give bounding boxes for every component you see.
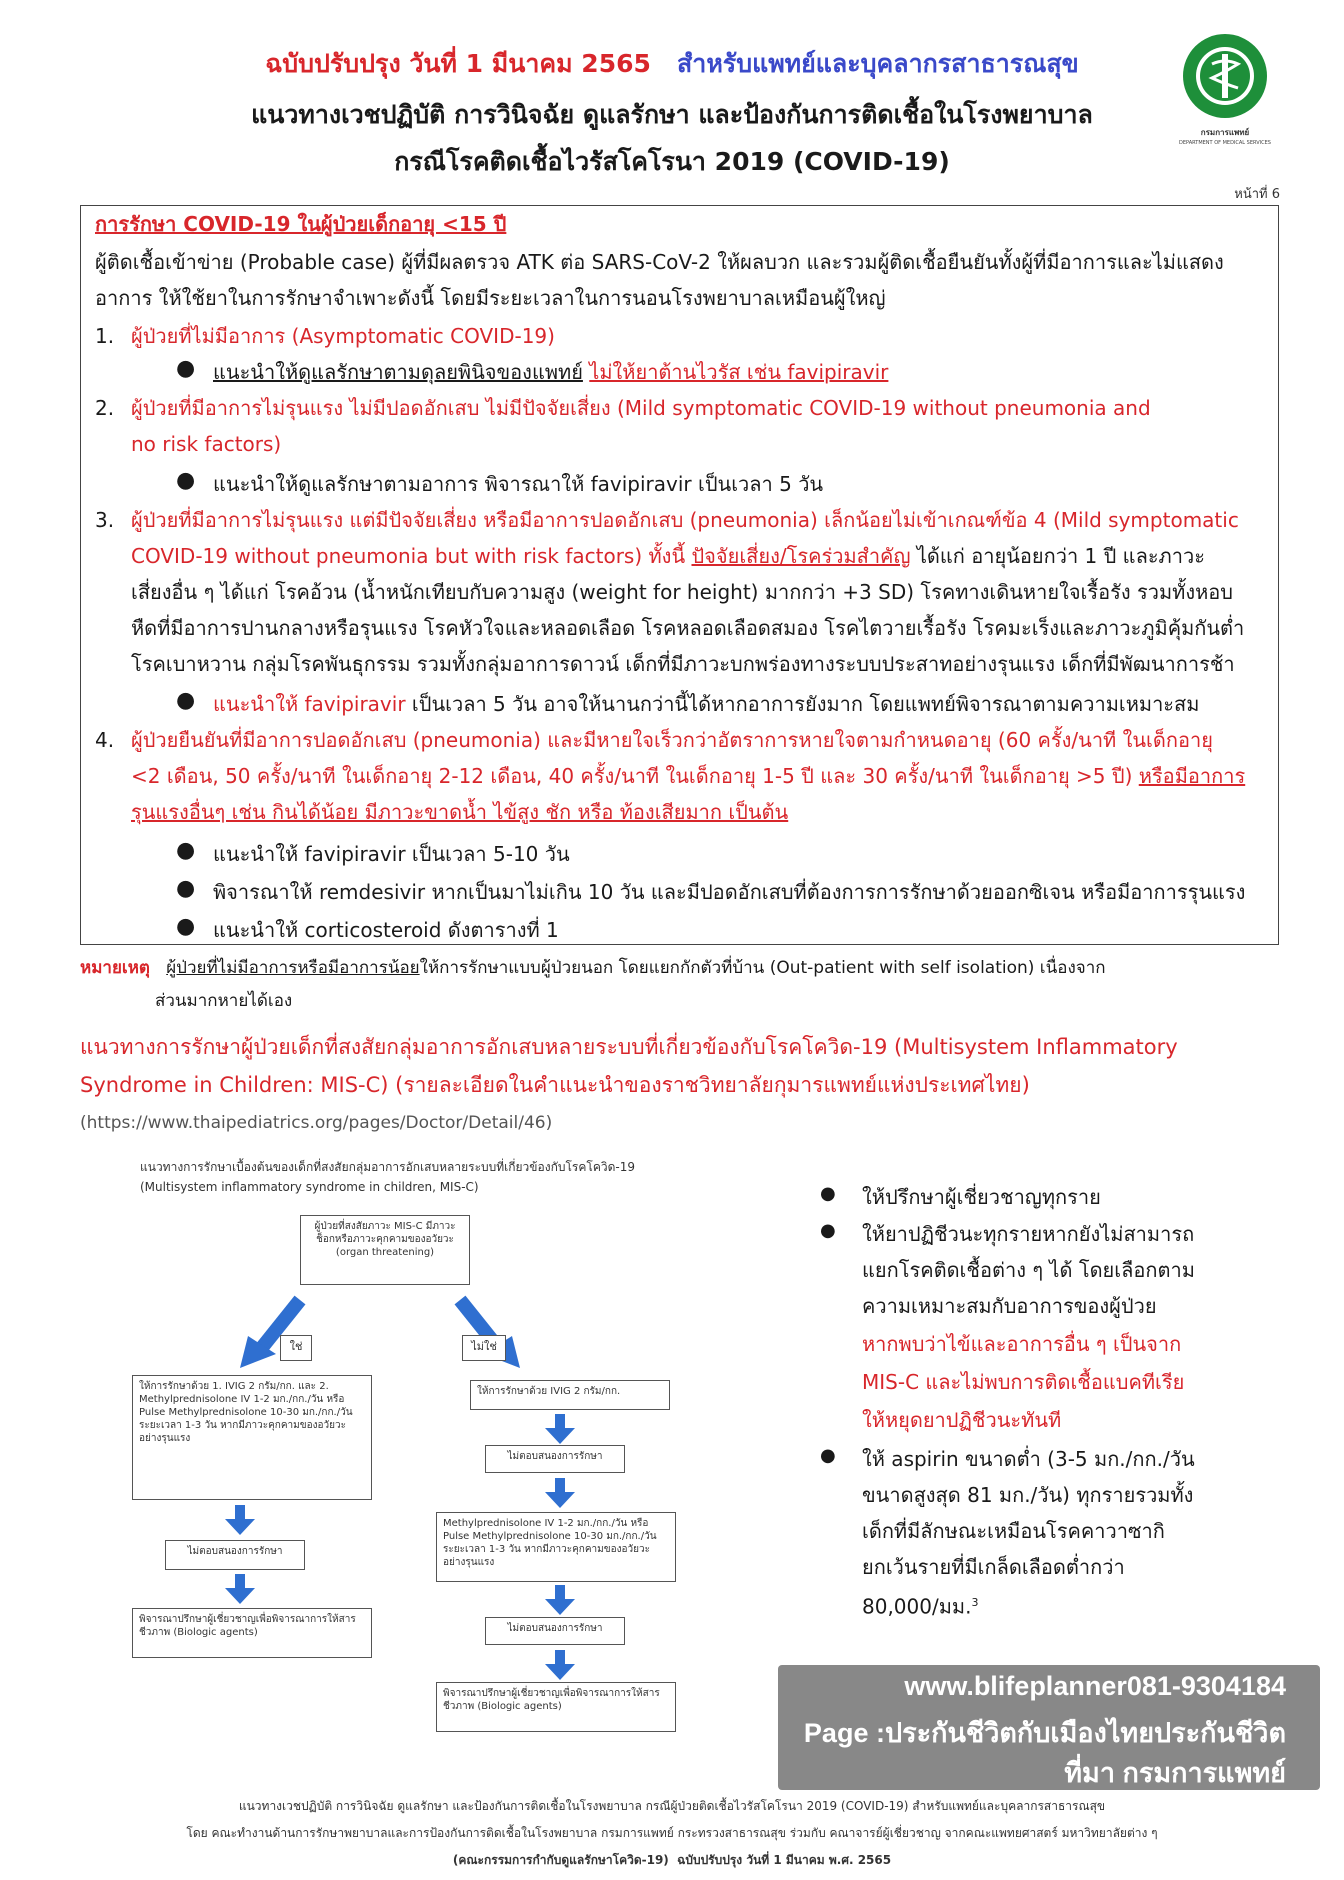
note-line-1: หมายเหตุ ผู้ป่วยที่ไม่มีอาการหรือมีอาการน้อยให้การรักษาแบบผู้ป่วยนอก โดยแยกกักตัวที่บ้าน (Out-patient with self isolation) เนื่องจาก bbox=[80, 958, 1106, 978]
right-arrow-4 bbox=[545, 1650, 575, 1684]
misc-heading-line-1: แนวทางการรักษาผู้ป่วยเด็กที่สงสัยกลุ่มอาการอักเสบหลายระบบที่เกี่ยวข้องกับโรคโควิด-19 (Multisystem Inflammatory bbox=[80, 1035, 1178, 1059]
left-treatment-box: ให้การรักษาด้วย 1. IVIG 2 กรัม/กก. และ 2. Methylprednisolone IV 1-2 มก./กก./วัน หรือ Pulse Methylprednisolone 10-30 มก./กก./วัน ระยะเวลา 1-3 วัน หากมีภาวะคุกคามของอวัยวะอย่างรุนแรง bbox=[132, 1375, 372, 1500]
item-1-number: 1. bbox=[95, 324, 115, 348]
left-no-response-box: ไม่ตอบสนองการรักษา bbox=[165, 1540, 305, 1570]
item-3-line-5: โรคเบาหวาน กลุ่มโรคพันธุกรรม รวมทั้งกลุ่มอาการดาวน์ เด็กที่มีภาวะบกพร่องทางระบบประสาทอย่างรุนแรง เด็กที่มีพัฒนาการช้า bbox=[131, 652, 1235, 676]
note-line-2: ส่วนมากหายได้เอง bbox=[155, 991, 293, 1011]
edition-date: ฉบับปรับปรุง วันที่ 1 มีนาคม 2565 bbox=[265, 49, 651, 78]
side-bullet-2-line-3: ความเหมาะสมกับอาการของผู้ป่วย bbox=[862, 1294, 1157, 1318]
watermark-line-2: Page :ประกันชีวิตกับเมืองไทยประกันชีวิต bbox=[803, 1718, 1286, 1748]
edition-line bbox=[0, 44, 1344, 84]
right-biologic-box: พิจารณาปรึกษาผู้เชี่ยวชาญเพื่อพิจารณาการให้สารชีวภาพ (Biologic agents) bbox=[436, 1682, 676, 1732]
item-4-bullet-1: แนะนำให้ favipiravir เป็นเวลา 5-10 วัน bbox=[213, 842, 570, 866]
title-line-2: กรณีโรคติดเชื้อไวรัสโคโรนา 2019 (COVID-19) bbox=[394, 147, 950, 176]
intro-line-2: อาการ ให้ใช้ยาในการรักษาจำเพาะดังนี้ โดยมีระยะเวลาในการนอนโรงพยาบาลเหมือนผู้ใหญ่ bbox=[95, 286, 886, 310]
watermark-line-3: ที่มา กรมการแพทย์ bbox=[1064, 1758, 1286, 1788]
intro-line-1: ผู้ติดเชื้อเข้าข่าย (Probable case) ผู้ที่มีผลตรวจ ATK ต่อ SARS-CoV-2 ให้ผลบวก และรวมผู้ติดเชื้อยืนยันทั้งผู้ที่มีอาการและไม่แสดง bbox=[95, 250, 1224, 274]
left-biologic-box: พิจารณาปรึกษาผู้เชี่ยวชาญเพื่อพิจารณาการให้สารชีวภาพ (Biologic agents) bbox=[132, 1608, 372, 1658]
left-arrow-2 bbox=[225, 1574, 255, 1608]
no-label: ไม่ใช่ bbox=[462, 1335, 506, 1361]
item-4-bullet-3: แนะนำให้ corticosteroid ดังตารางที่ 1 bbox=[213, 918, 559, 942]
flowchart-title-1: แนวทางการรักษาเบื้องต้นของเด็กที่สงสัยกลุ่มอาการอักเสบหลายระบบที่เกี่ยวข้องกับโรคโควิด-19 bbox=[140, 1160, 635, 1174]
item-4-number: 4. bbox=[95, 728, 115, 752]
watermark-overlay bbox=[778, 1665, 1320, 1790]
item-2-number: 2. bbox=[95, 396, 115, 420]
right-arrow-1 bbox=[545, 1414, 575, 1448]
page-number: หน้าที่ 6 bbox=[1234, 187, 1280, 202]
side-bullet-2-line-1: ให้ยาปฏิชีวนะทุกรายหากยังไม่สามารถ bbox=[862, 1222, 1195, 1246]
title-line-1: แนวทางเวชปฏิบัติ การวินิจฉัย ดูแลรักษา และป้องกันการติดเชื้อในโรงพยาบาล bbox=[251, 100, 1093, 129]
flowchart-branch-arrows bbox=[230, 1280, 550, 1380]
item-2-line-1: ผู้ป่วยที่มีอาการไม่รุนแรง ไม่มีปอดอักเสบ ไม่มีปัจจัยเสี่ยง (Mild symptomatic COVID-19 without pneumonia and bbox=[131, 396, 1151, 420]
side-bullet-2-red-2: MIS-C และไม่พบการติดเชื้อแบคทีเรีย bbox=[862, 1370, 1185, 1394]
item-3-bullet: แนะนำให้ favipiravir เป็นเวลา 5 วัน อาจให้นานกว่านี้ได้หากอาการยังมาก โดยแพทย์พิจารณาตามความเหมาะสม bbox=[213, 692, 1200, 716]
side-bullet-2-line-2: แยกโรคติดเชื้อต่าง ๆ ได้ โดยเลือกตาม bbox=[862, 1258, 1195, 1282]
bullet-icon: ● bbox=[820, 1445, 836, 1466]
watermark-line-1: www.blifeplanner081-9304184 bbox=[904, 1671, 1286, 1701]
side-bullet-3-line-4: ยกเว้นรายที่มีเกล็ดเลือดต่ำกว่า bbox=[862, 1555, 1125, 1579]
item-3-line-4: หืดที่มีอาการปานกลางหรือรุนแรง โรคหัวใจและหลอดเลือด โรคหลอดเลือดสมอง โรคไตวายเรื้อรัง โรคมะเร็งและภาวะภูมิคุ้มกันต่ำ bbox=[131, 616, 1245, 640]
item-3-line-1: ผู้ป่วยที่มีอาการไม่รุนแรง แต่มีปัจจัยเสี่ยง หรือมีอาการปอดอักเสบ (pneumonia) เล็กน้อยไม่เข้าเกณฑ์ข้อ 4 (Mild symptomatic bbox=[131, 508, 1239, 532]
side-bullet-3-line-1: ให้ aspirin ขนาดต่ำ (3-5 มก./กก./วัน bbox=[862, 1447, 1195, 1471]
side-bullet-3-line-3: เด็กที่มีลักษณะเหมือนโรคคาวาซากิ bbox=[862, 1519, 1165, 1543]
item-3-line-3: เสี่ยงอื่น ๆ ได้แก่ โรคอ้วน (น้ำหนักเทียบกับความสูง (weight for height) มากกว่า +3 SD) โรคทางเดินหายใจเรื้อรัง รวมทั้งหอบ bbox=[131, 580, 1233, 604]
logo-text-thai: กรมการแพทย์ bbox=[1200, 128, 1250, 137]
side-bullet-3-line-5: 80,000/มม.$^3$ bbox=[862, 1594, 979, 1619]
ministry-logo bbox=[1160, 28, 1290, 158]
bullet-icon: ● bbox=[176, 356, 196, 381]
footer-line-1: แนวทางเวชปฏิบัติ การวินิจฉัย ดูแลรักษา และป้องกันการติดเชื้อในโรงพยาบาล กรณีผู้ป่วยติดเชื้อไวรัสโคโรนา 2019 (COVID-19) สำหรับแพทย์และบุคลากรสาธารณสุข bbox=[238, 1799, 1106, 1813]
item-2-bullet: แนะนำให้ดูแลรักษาตามอาการ พิจารณาให้ favipiravir เป็นเวลา 5 วัน bbox=[213, 472, 824, 496]
bullet-icon: ● bbox=[176, 914, 196, 939]
footer-line-2: โดย คณะทำงานด้านการรักษาพยาบาลและการป้องกันการติดเชื้อในโรงพยาบาล กรมการแพทย์ กระทรวงสาธารณสุข ร่วมกับ คณาจารย์ผู้เชี่ยวชาญ จากคณะแพทยศาสตร์ มหาวิทยาลัยต่าง ๆ bbox=[186, 1826, 1158, 1840]
item-2-line-2: no risk factors) bbox=[131, 432, 282, 456]
right-methylpred-box: Methylprednisolone IV 1-2 มก./กก./วัน หรือ Pulse Methylprednisolone 10-30 มก./กก./วัน ระยะเวลา 1-3 วัน หากมีภาวะคุกคามของอวัยวะอย่างรุนแรง bbox=[436, 1512, 676, 1582]
item-4-line-3: รุนแรงอื่นๆ เช่น กินได้น้อย มีภาวะขาดน้ำ ไข้สูง ชัก หรือ ท้องเสียมาก เป็นต้น bbox=[131, 800, 789, 824]
bullet-icon: ● bbox=[176, 688, 196, 713]
bullet-icon: ● bbox=[820, 1183, 836, 1204]
item-1-bullet: แนะนำให้ดูแลรักษาตามดุลยพินิจของแพทย์ ไม่ให้ยาต้านไวรัส เช่น favipiravir bbox=[213, 360, 889, 384]
item-3-line-2: COVID-19 without pneumonia but with risk factors) ทั้งนี้ ปัจจัยเสี่ยง/โรคร่วมสำคัญ ได้แก่ อายุน้อยกว่า 1 ปี และภาวะ bbox=[131, 544, 1205, 568]
right-arrow-2 bbox=[545, 1478, 575, 1512]
side-bullet-2-red-3: ให้หยุดยาปฏิชีวนะทันที bbox=[862, 1408, 1062, 1432]
misc-url: (https://www.thaipediatrics.org/pages/Doctor/Detail/46) bbox=[80, 1113, 553, 1133]
treatment-box bbox=[80, 205, 1279, 945]
bullet-icon: ● bbox=[176, 876, 196, 901]
flowchart-title-2: (Multisystem inflammatory syndrome in children, MIS-C) bbox=[140, 1180, 479, 1194]
item-4-line-2: <2 เดือน, 50 ครั้ง/นาที ในเด็กอายุ 2-12 เดือน, 40 ครั้ง/นาที ในเด็กอายุ 1-5 ปี และ 30 ครั้ง/นาที ในเด็กอายุ >5 ปี) หรือมีอาการ bbox=[131, 764, 1246, 788]
audience: สำหรับแพทย์และบุคลากรสาธารณสุข bbox=[677, 49, 1079, 78]
item-1-text: ผู้ป่วยที่ไม่มีอาการ (Asymptomatic COVID-19) bbox=[131, 324, 555, 348]
right-no-response-box-2: ไม่ตอบสนองการรักษา bbox=[485, 1617, 625, 1645]
yes-label: ใช่ bbox=[280, 1335, 312, 1361]
left-arrow-1 bbox=[225, 1505, 255, 1539]
bullet-icon: ● bbox=[820, 1220, 836, 1241]
logo-text-english: DEPARTMENT OF MEDICAL SERVICES bbox=[1179, 140, 1271, 146]
side-bullet-1: ให้ปรึกษาผู้เชี่ยวชาญทุกราย bbox=[862, 1185, 1101, 1209]
side-bullet-3-line-2: ขนาดสูงสุด 81 มก./วัน) ทุกรายรวมทั้ง bbox=[862, 1483, 1194, 1507]
bullet-icon: ● bbox=[176, 468, 196, 493]
item-3-number: 3. bbox=[95, 508, 115, 532]
right-ivig-box: ให้การรักษาด้วย IVIG 2 กรัม/กก. bbox=[470, 1380, 670, 1410]
item-4-line-1: ผู้ป่วยยืนยันที่มีอาการปอดอักเสบ (pneumonia) และมีหายใจเร็วกว่าอัตราการหายใจตามกำหนดอายุ (60 ครั้ง/นาที ในเด็กอายุ bbox=[131, 728, 1213, 752]
right-arrow-3 bbox=[545, 1585, 575, 1619]
box-heading: การรักษา COVID-19 ในผู้ป่วยเด็กอายุ <15 ปี bbox=[95, 212, 507, 236]
misc-heading-line-2: Syndrome in Children: MIS-C) (รายละเอียดในคำแนะนำของราชวิทยาลัยกุมารแพทย์แห่งประเทศไทย) bbox=[80, 1073, 1030, 1097]
side-bullet-2-red-1: หากพบว่าไข้และอาการอื่น ๆ เป็นจาก bbox=[862, 1332, 1182, 1356]
footer-line-3: (คณะกรรมการกำกับดูแลรักษาโควิด-19) ฉบับปรับปรุง วันที่ 1 มีนาคม พ.ศ. 2565 bbox=[452, 1853, 892, 1867]
item-4-bullet-2: พิจารณาให้ remdesivir หากเป็นมาไม่เกิน 10 วัน และมีปอดอักเสบที่ต้องการการรักษาด้วยออกซิเจน หรือมีอาการรุนแรง bbox=[213, 880, 1246, 904]
right-no-response-box-1: ไม่ตอบสนองการรักษา bbox=[485, 1445, 625, 1473]
bullet-icon: ● bbox=[176, 838, 196, 863]
flowchart-start-box: ผู้ป่วยที่สงสัยภาวะ MIS-C มีภาวะช็อกหรือภาวะคุกคามของอวัยวะ (organ threatening) bbox=[300, 1215, 470, 1285]
